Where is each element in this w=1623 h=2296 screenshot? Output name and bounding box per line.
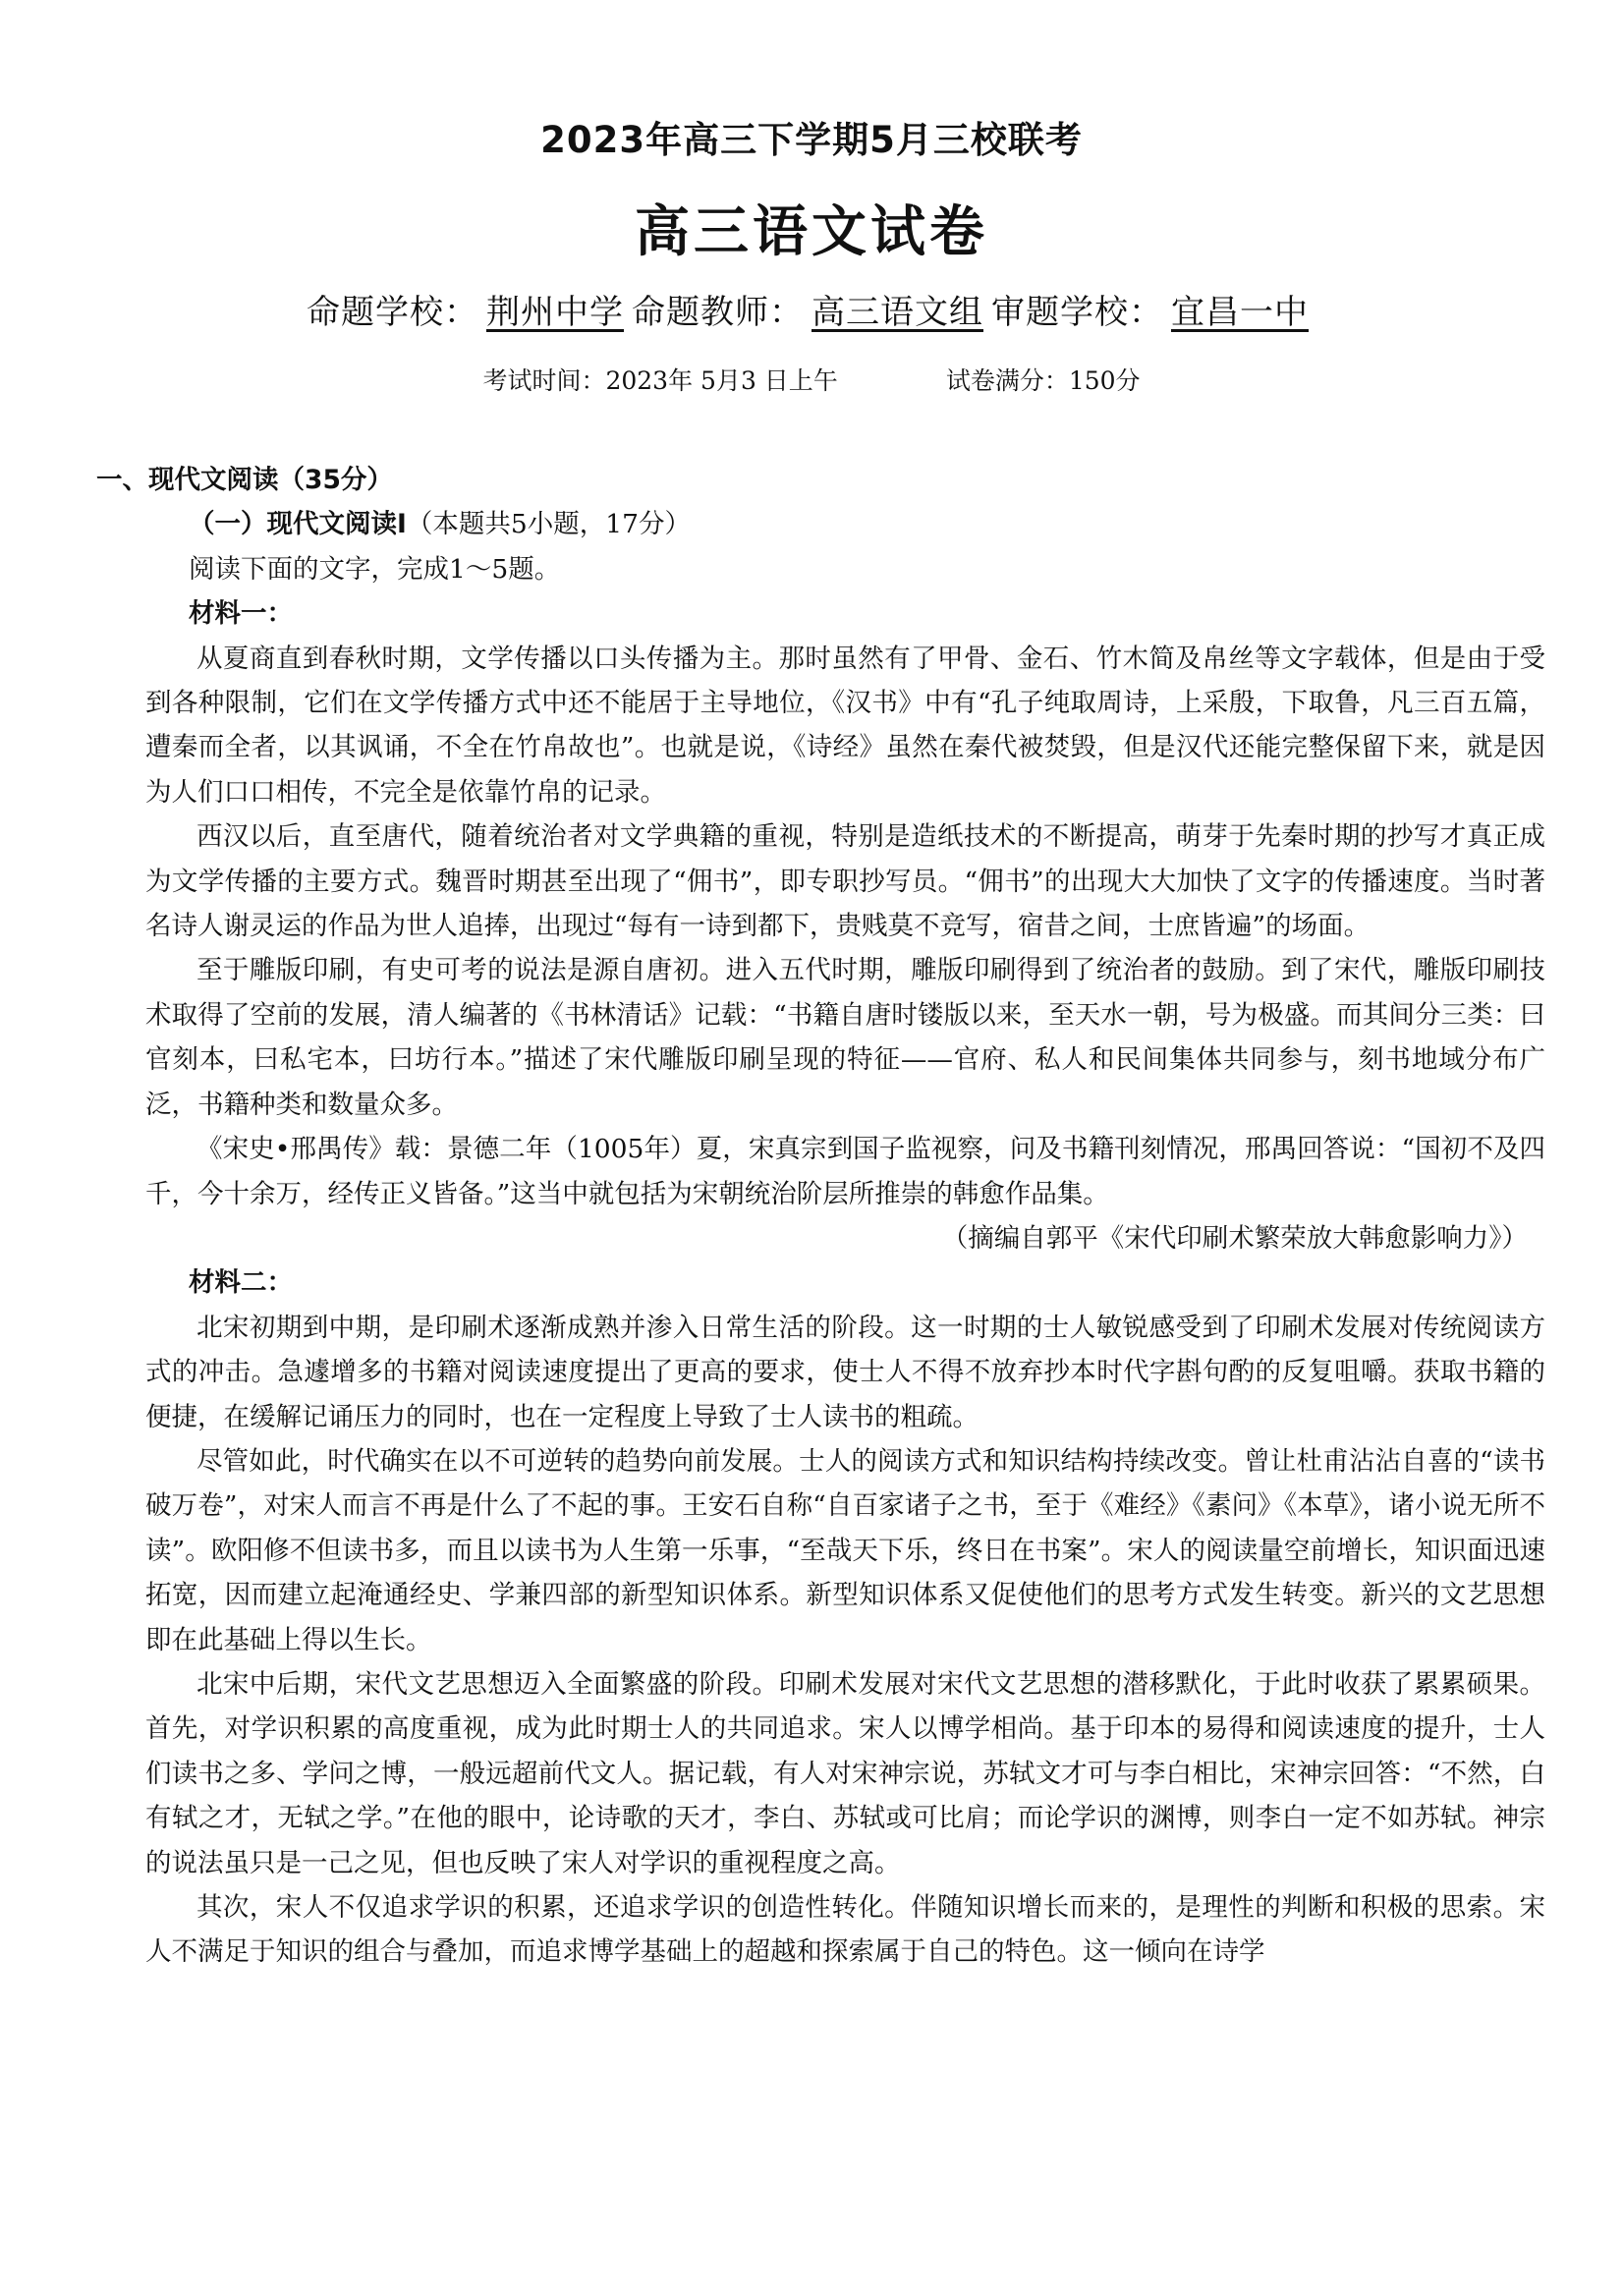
part-title: （一）现代文阅读Ⅰ [189, 509, 407, 540]
paper-title: 高三语文试卷 [635, 200, 988, 264]
full-score: 试卷满分：150分 [945, 366, 1141, 395]
teacher-label: 命题教师： [632, 293, 804, 332]
exam-time: 考试时间：2023年 5月3 日上午 [482, 366, 838, 395]
review-value: 宜昌一中 [1171, 293, 1309, 332]
material-1-label: 材料一： [189, 598, 293, 630]
school-value: 荆州中学 [486, 293, 624, 332]
material-1-paragraph: 西汉以后，直至唐代，随着统治者对文学典籍的重视，特别是造纸技术的不断提高，萌芽于先秦时期的抄写才真正成为文学传播的主要方式。魏晋时期甚至出现了“佣书”，即专职抄写员。“佣书”的出现大大加快了文字的传播速度。当时著名诗人谢灵运的作品为世人追捧，出现过“每有一诗到都下，贵贱莫不竞写，宿昔之间，士庶皆遍”的场面。 [145, 821, 1545, 942]
instruction: 阅读下面的文字，完成1～5题。 [189, 553, 561, 585]
material-1-paragraph: 《宋史•邢禺传》载：景德二年（1005年）夏，宋真宗到国子监视察，问及书籍刊刻情况，邢禺回答说：“国初不及四千，今十余万，经传正义皆备。”这当中就包括为宋朝统治阶层所推崇的韩愈作品集。 [145, 1134, 1545, 1209]
material-2-paragraph: 其次，宋人不仅追求学识的积累，还追求学识的创造性转化。伴随知识增长而来的，是理性的判断和积极的思索。宋人不满足于知识的组合与叠加，而追求博学基础上的超越和探索属于自己的特色。这一倾向在诗学 [145, 1892, 1545, 1968]
exam-name: 2023年高三下学期5月三校联考 [540, 119, 1083, 161]
exam-info-line [0, 362, 1623, 397]
material-1-source: （摘编自郭平《宋代印刷术繁荣放大韩愈影响力》） [941, 1222, 1528, 1254]
material-1-paragraph: 从夏商直到春秋时期，文学传播以口头传播为主。那时虽然有了甲骨、金石、竹木简及帛丝等文字载体，但是由于受到各种限制，它们在文学传播方式中还不能居于主导地位，《汉书》中有“孔子纯取周诗，上采殷，下取鲁，凡三百五篇，遭秦而全者，以其讽诵，不全在竹帛故也”。也就是说，《诗经》虽然在秦代被焚毁，但是汉代还能完整保留下来，就是因为人们口口相传，不完全是依靠竹帛的记录。 [145, 643, 1545, 808]
review-label: 审题学校： [991, 293, 1163, 332]
material-2-label: 材料二： [189, 1267, 293, 1299]
school-label: 命题学校： [307, 293, 478, 332]
section-heading: 一、现代文阅读（35分） [96, 465, 393, 495]
part-heading [145, 502, 1545, 546]
part-note: （本题共5小题，17分） [406, 509, 691, 540]
material-1-paragraph: 至于雕版印刷，有史可考的说法是源自唐初。进入五代时期，雕版印刷得到了统治者的鼓励。到了宋代，雕版印刷技术取得了空前的发展，清人编著的《书林清话》记载：“书籍自唐时镂版以来，至天水一朝，号为极盛。而其间分三类：曰官刻本，曰私宅本，曰坊行本。”描述了宋代雕版印刷呈现的特征——官府、私人和民间集体共同参与，刻书地域分布广泛，书籍种类和数量众多。 [145, 955, 1545, 1120]
reading-section [96, 458, 1545, 1975]
credits-line [0, 285, 1623, 333]
teacher-value: 高三语文组 [812, 293, 983, 332]
material-2-paragraph: 北宋中后期，宋代文艺思想迈入全面繁盛的阶段。印刷术发展对宋代文艺思想的潜移默化，于此时收获了累累硕果。首先，对学识积累的高度重视，成为此时期士人的共同追求。宋人以博学相尚。基于印本的易得和阅读速度的提升，士人们读书之多、学问之博，一般远超前代文人。据记载，有人对宋神宗说，苏轼文才可与李白相比，宋神宗回答：“不然，白有轼之才，无轼之学。”在他的眼中，论诗歌的天才，李白、苏轼或可比肩；而论学识的渊博，则李白一定不如苏轼。神宗的说法虽只是一己之见，但也反映了宋人对学识的重视程度之高。 [145, 1668, 1545, 1878]
material-2-paragraph: 北宋初期到中期，是印刷术逐渐成熟并渗入日常生活的阶段。这一时期的士人敏锐感受到了印刷术发展对传统阅读方式的冲击。急遽增多的书籍对阅读速度提出了更高的要求，使士人不得不放弃抄本时代字斟句酌的反复咀嚼。获取书籍的便捷，在缓解记诵压力的同时，也在一定程度上导致了士人读书的粗疏。 [145, 1312, 1545, 1432]
material-2-paragraph: 尽管如此，时代确实在以不可逆转的趋势向前发展。士人的阅读方式和知识结构持续改变。曾让杜甫沾沾自喜的“读书破万卷”，对宋人而言不再是什么了不起的事。王安石自称“自百家诸子之书，至于《难经》《素问》《本草》，诸小说无所不读”。欧阳修不但读书多，而且以读书为人生第一乐事，“至哉天下乐，终日在书案”。宋人的阅读量空前增长，知识面迅速拓宽，因而建立起淹通经史、学兼四部的新型知识体系。新型知识体系又促使他们的思考方式发生转变。新兴的文艺思想即在此基础上得以生长。 [145, 1445, 1545, 1655]
